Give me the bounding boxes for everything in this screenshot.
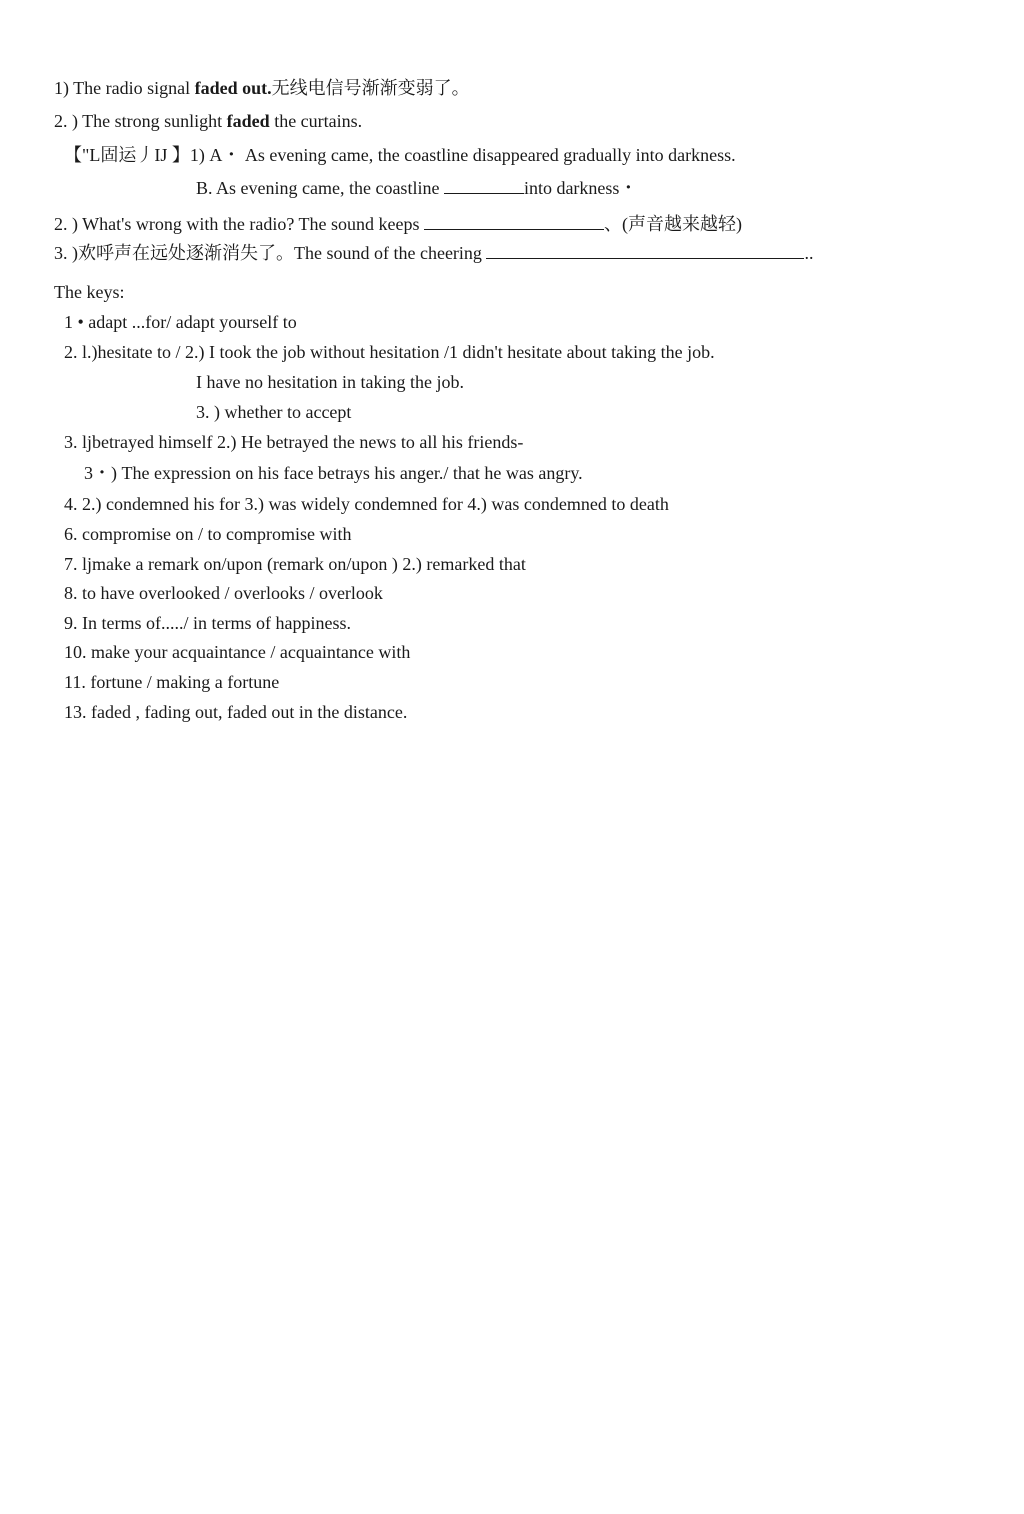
- key-item: 10. make your acquaintance / acquaintance with: [64, 642, 411, 662]
- key-item: 13. faded , fading out, faded out in the distance.: [64, 702, 408, 722]
- key-item: 4. 2.) condemned his for 3.) was widely condemned for 4.) was condemned to death: [64, 494, 669, 514]
- key-item: 2. l.)hesitate to / 2.) I took the job without hesitation /1 didn't hesitate about taking the job.: [64, 342, 715, 362]
- exercise-2b-prefix: 2. ) What's wrong with the radio? The sound keeps: [54, 214, 425, 234]
- key-item: 3. ljbetrayed himself 2.) He betrayed the news to all his friends-: [64, 432, 524, 452]
- exercise-3b: [54, 242, 813, 264]
- exercise-1-bold: faded out.: [194, 78, 272, 98]
- exercise-2-bold: faded: [226, 111, 270, 131]
- consolidate-a: 【"L固运丿IJ 】1) A・ As evening came, the coastline disappeared gradually into darkness.: [64, 145, 736, 165]
- exercise-2-suffix: the curtains.: [269, 111, 363, 131]
- exercise-2: [54, 110, 362, 132]
- exercise-2-prefix: 2. ) The strong sunlight: [54, 111, 227, 131]
- consolidate-b: [196, 177, 637, 199]
- keys-heading: The keys:: [54, 282, 125, 302]
- key-item: 8. to have overlooked / overlooks / overlook: [64, 583, 383, 603]
- key-item: 7. ljmake a remark on/upon (remark on/upon ) 2.) remarked that: [64, 554, 526, 574]
- exercise-1-prefix: 1) The radio signal: [54, 78, 195, 98]
- key-item: 11. fortune / making a fortune: [64, 672, 280, 692]
- key-item: 3. ) whether to accept: [196, 402, 352, 422]
- answer-blank: [424, 215, 604, 230]
- exercise-1-suffix: 无线电信号渐渐变弱了。: [271, 78, 470, 98]
- key-item: 1 • adapt ...for/ adapt yourself to: [64, 312, 297, 332]
- key-item: 6. compromise on / to compromise with: [64, 524, 352, 544]
- exercise-3b-prefix: 3. )欢呼声在远处逐渐消失了。The sound of the cheering: [54, 243, 487, 263]
- exercise-2b: [54, 213, 742, 235]
- consolidate-b-suffix: into darkness・: [523, 178, 638, 198]
- consolidate-b-prefix: B. As evening came, the coastline: [196, 178, 444, 198]
- key-item: 3・) The expression on his face betrays his anger./ that he was angry.: [84, 463, 583, 483]
- exercise-1: [54, 77, 470, 99]
- answer-blank: [444, 179, 524, 194]
- key-item: 9. In terms of...../ in terms of happiness.: [64, 613, 351, 633]
- exercise-2b-suffix: 、(声音越来越轻): [604, 214, 743, 234]
- exercise-3b-suffix: ..: [804, 243, 814, 263]
- key-item: I have no hesitation in taking the job.: [196, 372, 464, 392]
- answer-blank: [486, 244, 804, 259]
